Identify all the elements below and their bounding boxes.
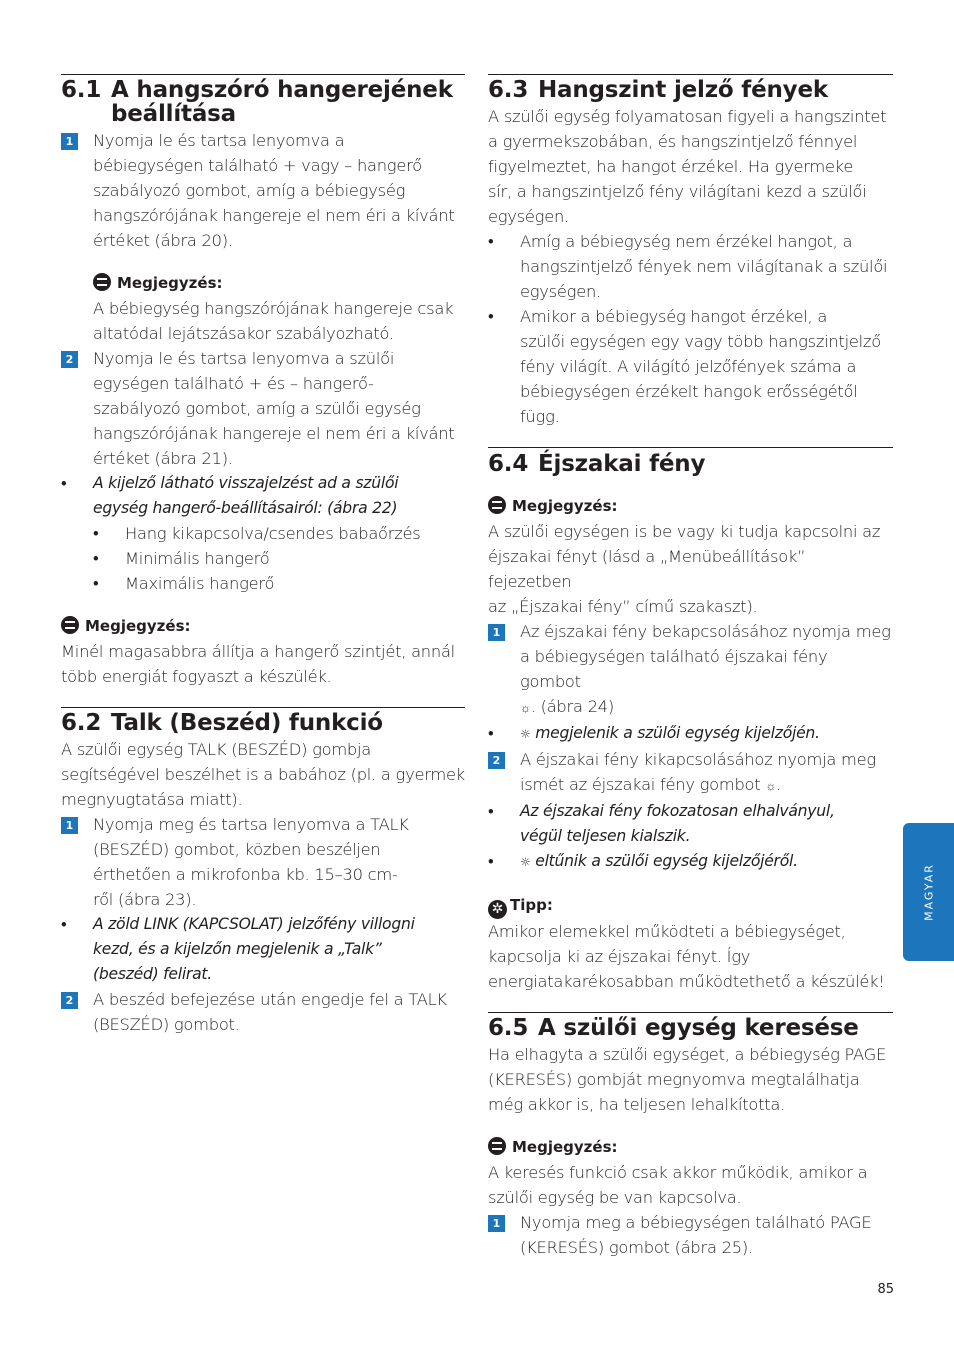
tip-block: ✲ Tipp: Amikor elemekkel működteti a bébiegységet, kapcsolja ki az éjszakai fényt. Így energiatakarékosabban működtethető a készülék!: [488, 896, 885, 991]
section-heading-6-3: 6.3 Hangszint jelző fények: [488, 77, 828, 103]
section-rule: [488, 447, 893, 448]
section-heading-6-2: 6.2 Talk (Beszéd) funkció: [61, 710, 383, 736]
note-icon: [61, 616, 79, 634]
section-heading-6-1: 6.1 A hangszóró hangerejének beállítása: [61, 77, 453, 127]
list-item: • Amikor a bébiegység hangot érzékel, a szülői egységen egy vagy több hangszintjelző fény világít. A világító jelzőfények száma a bébiegységen érzékelt hangok erősségétől függ.: [488, 307, 881, 426]
note-icon: [93, 273, 111, 291]
left-column: 6.1 A hangszóró hangerejének beállítása 1 Nyomja le és tartsa lenyomva a bébiegységen található + vagy – hangerő szabályozó gombot, amíg a bébiegység hangszórójának hangereje el nem éri a kívánt értéket (ábra 20). Megjegyzés: A bébiegység hangszórójának hangereje csak altatódal lejátszásakor szabályozható. 2 Nyomja le és tartsa lenyomva a szülői egységen található + és – hangerő- szabályozó gombot, amíg a szülői egység hangszórójának hangereje el nem éri a kívánt értéket (ábra 21). • A kijelző látható visszajelzést ad a szülői egység hangerő-beállításairól: (ábra 22) • Hang kikapcsolva/csendes babaőrzés • Minimális hangerő • Maximális hangerő Megjegyzés: Minél magasabbra állítja a hangerő szintjét, annál több energiát fogyaszt a készülék. 6.2 Talk (Beszéd) funkció A szülői egység TALK (BESZÉD) gombja segítségével beszélhet is a babához (pl. a gyermek megnyugtatása miatt). 1 Nyomja meg és tartsa lenyomva a TALK (BESZÉD) gombot, közben beszéljen érthetően a mikrofonba kb. 15–30 cm- ről (ábra 23). • A zöld LINK (KAPCSOLAT) jelzőfény villogni kezd, és a kijelzőn megjelenik a „Talk” (beszéd) felirat. 2 A beszéd befejezése után engedje fel a TALK (BESZÉD) gombot.: [61, 74, 465, 1037]
section-rule: [61, 707, 465, 708]
step-1: 1 Nyomja meg a bébiegységen található PAGE (KERESÉS) gombot (ábra 25).: [488, 1210, 893, 1260]
result-bullet: • A kijelző látható visszajelzést ad a szülői egység hangerő-beállításairól: (ábra 22): [61, 474, 399, 517]
list-item: • Hang kikapcsolva/csendes babaőrzés: [93, 524, 421, 543]
step-2: 2 Nyomja le és tartsa lenyomva a szülői egységen található + és – hangerő- szabályozó gombot, amíg a szülői egység hangszórójának hangereje el nem éri a kívánt értéket (ábra 21).: [61, 346, 465, 471]
step-number-badge: 1: [61, 133, 78, 150]
step-1: 1 Nyomja le és tartsa lenyomva a bébiegységen található + vagy – hangerő szabályozó gombot, amíg a bébiegység hangszórójának hangereje el nem éri a kívánt értéket (ábra 20).: [61, 128, 465, 253]
language-side-tab: MAGYAR: [903, 823, 954, 961]
step-number-badge: 1: [488, 624, 505, 641]
step-number-badge: 2: [61, 351, 78, 368]
night-light-icon: ☼: [765, 779, 777, 793]
step-1: 1 Nyomja meg és tartsa lenyomva a TALK (BESZÉD) gombot, közben beszéljen érthetően a mikrofonba kb. 15–30 cm- ről (ábra 23).: [61, 812, 465, 912]
page-number: 85: [877, 1282, 894, 1297]
result-bullet: • Az éjszakai fény fokozatosan elhalványul, végül teljesen kialszik.: [488, 802, 835, 845]
night-light-icon: ☼: [520, 855, 531, 869]
section-rule: [488, 74, 893, 75]
result-bullet: • ☼ eltűnik a szülői egység kijelzőjéről.: [488, 852, 798, 871]
list-item: • Maximális hangerő: [93, 574, 275, 593]
step-number-badge: 2: [488, 752, 505, 769]
right-column: 6.3 Hangszint jelző fények A szülői egység folyamatosan figyeli a hangszintet a gyermekszobában, és hangszintjelző fénnyel figyelmeztet, ha hangot érzékel. Ha gyermeke sír, a hangszintjelző fény világítani kezd a szülői egységen. • Amíg a bébiegység nem érzékel hangot, a hangszintjelző fények nem világítanak a szülői egységen. • Amikor a bébiegység hangot érzékel, a szülői egységen egy vagy több hangszintjelző fény világít. A világító jelzőfények száma a bébiegységen érzékelt hangok erősségétől függ. 6.4 Éjszakai fény Megjegyzés: A szülői egységen is be vagy ki tudja kapcsolni az éjszakai fényt (lásd a „Menübeállítások” fejezetben az „Éjszakai fény” című szakaszt). 1 Az éjszakai fény bekapcsolásához nyomja meg a bébiegységen található éjszakai fény gombot ☼. (ábra 24) • ☼ megjelenik a szülői egység kijelzőjén. 2 A éjszakai fény kikapcsolásához nyomja meg ismét az éjszakai fény gombot ☼. • Az éjszakai fény fokozatosan elhalványul, végül teljesen kialszik. • ☼ eltűnik a szülői egység kijelzőjéről. ✲ Tipp: Amikor elemekkel működteti a bébiegységet, kapcsolja ki az éjszakai fényt. Így energiatakarékosabban működtethető a készülék! 6.5 A szülői egység keresése Ha elhagyta a szülői egységet, a bébiegység PAGE (KERESÉS) gombját megnyomva megtalálhatja még akkor is, ha teljesen lehalkította. Megjegyzés: A keresés funkció csak akkor működik, amikor a szülői egység be van kapcsolva. 1 Nyomja meg a bébiegységen található PAGE (KERESÉS) gombot (ábra 25).: [488, 74, 893, 1260]
result-bullet: • ☼ megjelenik a szülői egység kijelzőjén.: [488, 724, 820, 743]
note-block: Megjegyzés: A szülői egységen is be vagy ki tudja kapcsolni az éjszakai fényt (lásd a „Menübeállítások” fejezetben az „Éjszakai fény” című szakaszt).: [488, 497, 881, 616]
night-light-icon: ☼: [520, 727, 531, 741]
step-number-badge: 2: [61, 992, 78, 1009]
step-number-badge: 1: [488, 1215, 505, 1232]
list-item: • Minimális hangerő: [93, 549, 270, 568]
tip-icon: ✲: [488, 900, 507, 919]
result-bullet: • A zöld LINK (KAPCSOLAT) jelzőfény villogni kezd, és a kijelzőn megjelenik a „Talk” (beszéd) felirat.: [61, 915, 415, 983]
step-1: 1 Az éjszakai fény bekapcsolásához nyomja meg a bébiegységen található éjszakai fény gombot ☼. (ábra 24): [488, 619, 893, 721]
step-2: 2 A éjszakai fény kikapcsolásához nyomja meg ismét az éjszakai fény gombot ☼.: [488, 747, 893, 799]
step-number-badge: 1: [61, 817, 78, 834]
note-block: Megjegyzés: Minél magasabbra állítja a hangerő szintjét, annál több energiát fogyaszt a készülék.: [61, 617, 455, 686]
note-icon: [488, 1137, 506, 1155]
note-icon: [488, 496, 506, 514]
section-rule: [488, 1012, 893, 1013]
list-item: • Amíg a bébiegység nem érzékel hangot, a hangszintjelző fények nem világítanak a szülői egységen.: [488, 232, 888, 301]
section-heading-6-4: 6.4 Éjszakai fény: [488, 451, 706, 477]
note-block: Megjegyzés: A bébiegység hangszórójának hangereje csak altatódal lejátszásakor szabályozható.: [93, 274, 454, 343]
step-2: 2 A beszéd befejezése után engedje fel a TALK (BESZÉD) gombot.: [61, 987, 465, 1037]
note-block: Megjegyzés: A keresés funkció csak akkor működik, amikor a szülői egység be van kapcsolva.: [488, 1138, 868, 1207]
section-heading-6-5: 6.5 A szülői egység keresése: [488, 1015, 859, 1041]
night-light-icon: ☼: [520, 701, 531, 715]
section-rule: [61, 74, 465, 75]
